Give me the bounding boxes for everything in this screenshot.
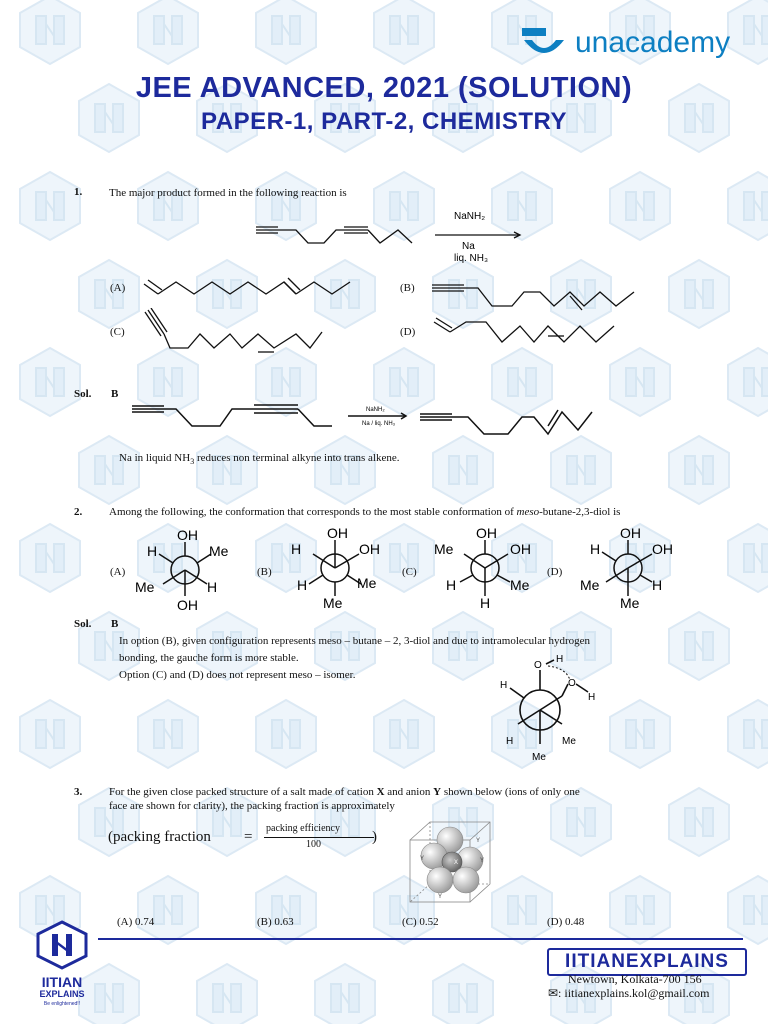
newman-projection-b: [285, 524, 395, 612]
watermark-tile: [669, 788, 729, 856]
watermark-tile: [374, 0, 434, 64]
option-b-value: 0.63: [274, 916, 294, 928]
sol-newman-o1: O: [534, 660, 542, 671]
watermark-tile: [79, 260, 139, 328]
newman-d-tr: OH: [652, 541, 673, 557]
question-3-text-line-1: [109, 785, 580, 799]
question-2-option-a-label: (A): [110, 566, 126, 578]
question-2-explanation-1: In option (B), given configuration represents meso – butane – 2, 3-diol and due to intramolecular hydrogen: [119, 635, 591, 647]
watermark-tile: [20, 0, 80, 64]
watermark-tile: [610, 876, 670, 944]
sol-newman-br: Me: [562, 736, 576, 747]
question-1-option-d-label: (D): [400, 326, 416, 338]
watermark-tile: [20, 700, 80, 768]
question-1-reactant: [250, 205, 530, 270]
newman-d-bottom: Me: [620, 595, 640, 611]
question-1-text: The major product formed in the following reaction is: [109, 187, 347, 199]
watermark-tile: [256, 0, 316, 64]
newman-c-tl: Me: [434, 541, 454, 557]
page-subtitle: PAPER-1, PART-2, CHEMISTRY: [201, 108, 567, 135]
page-title: JEE ADVANCED, 2021 (SOLUTION): [135, 72, 633, 104]
question-1-option-c-structure: [138, 308, 338, 360]
newman-projection-d: [576, 524, 686, 612]
newman-d-bl: Me: [580, 577, 600, 593]
question-2-text: [109, 505, 620, 519]
lattice-label-y-1: Y: [476, 838, 481, 844]
watermark-tile: [138, 0, 198, 64]
newman-a-br: H: [207, 579, 218, 595]
sol-newman-h2: H: [588, 692, 596, 703]
unacademy-logo: [520, 26, 570, 67]
question-3-cation: X: [376, 786, 385, 798]
formula-numerator: packing efficiency: [266, 823, 340, 834]
newman-c-tr: OH: [510, 541, 531, 557]
newman-b-br: Me: [357, 575, 377, 591]
option-c-value: 0.52: [419, 916, 439, 928]
newman-b-bl: H: [297, 577, 308, 593]
option-d-value: 0.48: [565, 916, 585, 928]
newman-c-br: Me: [510, 577, 530, 593]
option-d-label: (D): [547, 916, 563, 928]
brand-name: unacademy: [575, 26, 731, 59]
watermark-tile: [551, 436, 611, 504]
explanation-text-1: Na in liquid NH: [119, 452, 191, 464]
question-1-number: 1.: [74, 186, 83, 198]
newman-d-br: H: [652, 577, 663, 593]
question-2-option-d-label: (D): [547, 566, 563, 578]
question-2-answer: B: [111, 618, 119, 630]
watermark-tile: [728, 348, 768, 416]
newman-projection-a: [135, 526, 245, 614]
formula-equals: =: [244, 829, 253, 845]
reagent-liq-nh3: liq. NH₃: [454, 253, 489, 264]
question-3-option-b: [257, 916, 294, 928]
option-c-label: (C): [402, 916, 417, 928]
question-2-option-b-label: (B): [257, 566, 272, 578]
solution-newman-projection: [488, 648, 608, 766]
question-2-text-italic: meso: [516, 506, 540, 518]
newman-b-bottom: Me: [323, 595, 343, 611]
question-3-number: 3.: [74, 786, 83, 798]
reagent-na: Na: [462, 241, 475, 252]
lattice-label-y-4: Y: [438, 894, 443, 900]
question-1-option-b-label: (B): [400, 282, 415, 294]
sol-newman-bl: H: [506, 736, 514, 747]
sol-reagent-nanh2: NaNH₂: [366, 407, 385, 413]
question-3-option-c: [402, 916, 439, 928]
envelope-icon: ✉:: [548, 986, 562, 1000]
question-1-option-a-structure: [138, 268, 368, 308]
watermark-tile: [256, 700, 316, 768]
watermark-tile: [256, 876, 316, 944]
reagent-nanh2: NaNH₂: [454, 211, 486, 222]
sol-newman-tl: H: [500, 680, 508, 691]
question-1-sol-label: Sol.: [74, 388, 92, 400]
question-1-explanation: [119, 451, 399, 469]
question-3-text-c: shown below (ions of only one: [441, 786, 580, 798]
newman-a-top: OH: [177, 527, 198, 543]
watermark-tile: [728, 172, 768, 240]
close-packed-lattice-diagram: [404, 818, 500, 910]
watermark-tile: [728, 700, 768, 768]
question-3-option-d: [547, 916, 584, 928]
footer-address: Newtown, Kolkata-700 156: [568, 972, 702, 986]
formula-fraction-bar: [264, 837, 374, 838]
footer-divider: [98, 938, 743, 940]
question-1-option-a-label: (A): [110, 282, 126, 294]
question-3-text-line-2: face are shown for clarity), the packing fraction is approximately: [109, 800, 395, 812]
explanation-text-2: reduces non terminal alkyne into trans alkene.: [194, 452, 400, 464]
watermark-tile: [610, 700, 670, 768]
newman-a-bottom: OH: [177, 597, 198, 613]
sol-newman-h1: H: [556, 654, 564, 665]
question-3-option-a: [117, 916, 154, 928]
watermark-tile: [20, 348, 80, 416]
watermark-tile: [20, 524, 80, 592]
question-2-explanation-2: bonding, the gauche form is more stable.: [119, 652, 299, 664]
formula-lhs: (packing fraction: [108, 829, 211, 845]
question-1-option-c-label: (C): [110, 326, 125, 338]
explanation-subscript: 3: [190, 457, 195, 467]
newman-a-tr: Me: [209, 543, 229, 559]
watermark-tile: [138, 876, 198, 944]
watermark-tile: [669, 436, 729, 504]
newman-c-bl: H: [446, 577, 457, 593]
watermark-tile: [433, 436, 493, 504]
watermark-tile: [728, 524, 768, 592]
newman-b-tl: H: [291, 541, 302, 557]
question-2-explanation-3: Option (C) and (D) does not represent meso – isomer.: [119, 669, 356, 681]
lattice-label-y-3: Y: [480, 858, 485, 864]
watermark-tile: [315, 436, 375, 504]
watermark-tile: [610, 172, 670, 240]
watermark-tile: [728, 876, 768, 944]
option-a-label: (A): [117, 916, 133, 928]
question-1-answer: B: [111, 388, 119, 400]
question-1-option-d-structure: [430, 312, 630, 352]
question-2-text-b: -butane-2,3-diol is: [539, 506, 621, 518]
sol-newman-o2: O: [568, 678, 576, 689]
watermark-tile: [492, 876, 552, 944]
footer-brand: IITIANEXPLAINS: [547, 948, 747, 976]
footer-email[interactable]: iitianexplains.kol@gmail.com: [564, 986, 710, 1000]
newman-d-top: OH: [620, 525, 641, 541]
question-2-sol-label: Sol.: [74, 618, 92, 630]
newman-projection-c: [430, 524, 545, 612]
watermark-tile: [20, 172, 83, 240]
footer-email-row: [548, 986, 709, 1001]
newman-c-bottom: H: [480, 595, 491, 611]
watermark-tile: [728, 0, 768, 64]
newman-c-top: OH: [476, 525, 497, 541]
newman-d-tl: H: [590, 541, 601, 557]
question-3-text-a: For the given close packed structure of a salt made of cation: [109, 786, 377, 798]
watermark-tile: [197, 436, 257, 504]
question-3-anion: Y: [433, 786, 442, 798]
lattice-label-y-2: Y: [420, 856, 425, 862]
watermark-tile: [669, 260, 729, 328]
logo-line-2: EXPLAINS: [39, 989, 85, 999]
question-2-option-c-label: (C): [402, 566, 417, 578]
newman-a-tl: H: [147, 543, 158, 559]
question-2-number: 2.: [74, 506, 83, 518]
watermark-tile: [138, 172, 198, 240]
question-2-text-a: Among the following, the conformation that corresponds to the most stable conformation of: [109, 506, 517, 518]
unacademy-icon: [520, 26, 570, 62]
question-1-solution-scheme: [128, 396, 628, 440]
newman-b-tr: OH: [359, 541, 380, 557]
iitian-explains-logo: [26, 920, 98, 1008]
logo-tagline: Be enlightened!!: [43, 1001, 81, 1007]
formula-denominator: 100: [306, 839, 321, 850]
question-3-text-b: and anion: [384, 786, 434, 798]
iitian-logo-icon: [34, 920, 90, 970]
watermark-tile: [433, 964, 493, 1024]
watermark-tile: [669, 612, 729, 680]
watermark-tile: [197, 964, 257, 1024]
newman-a-bl: Me: [135, 579, 155, 595]
formula-close-paren: ): [372, 829, 377, 845]
lattice-label-x: X: [454, 860, 459, 866]
watermark-tile: [315, 964, 375, 1024]
watermark-tile: [79, 436, 139, 504]
option-a-value: 0.74: [135, 916, 155, 928]
sol-newman-bottom: Me: [532, 752, 546, 763]
logo-line-1: IITIAN: [41, 974, 83, 990]
newman-b-top: OH: [327, 525, 348, 541]
sol-reagent-na-liq-nh3: Na / liq. NH₃: [362, 421, 396, 427]
watermark-tile: [374, 700, 434, 768]
watermark-tile: [138, 700, 198, 768]
option-b-label: (B): [257, 916, 272, 928]
